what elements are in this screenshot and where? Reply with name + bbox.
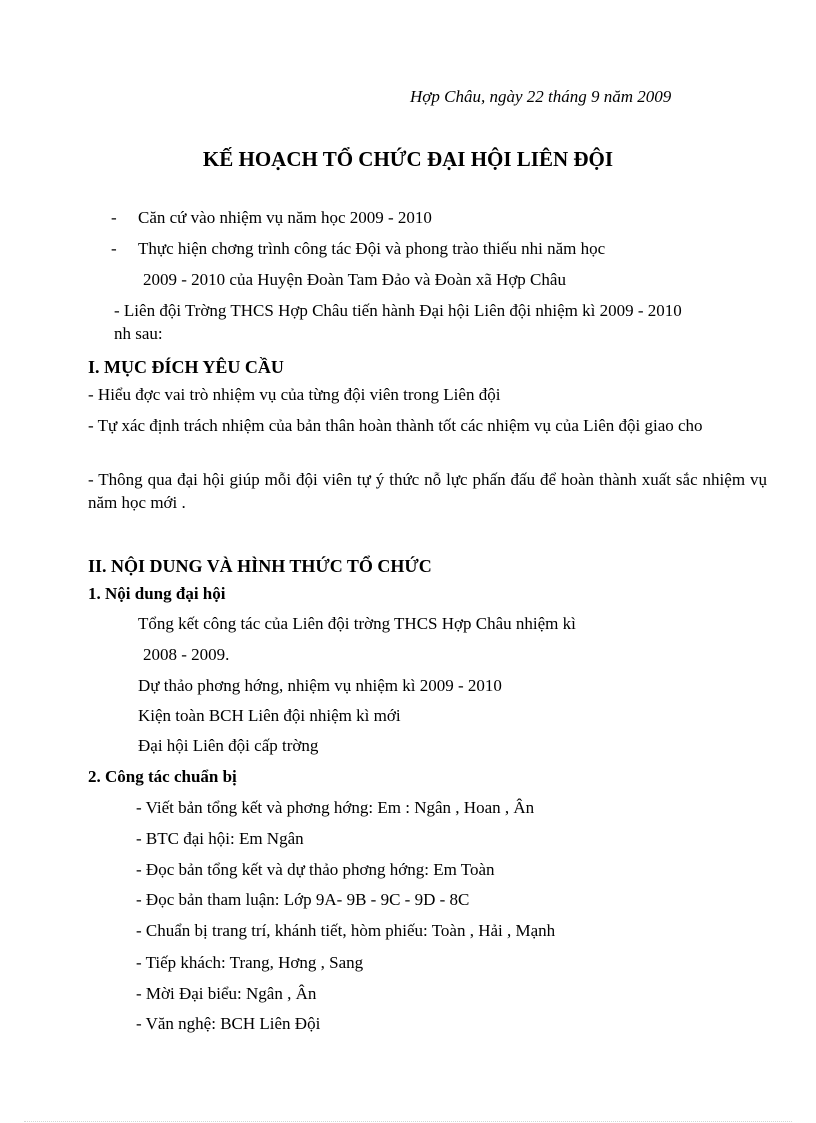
bullet-dash: -: [111, 208, 117, 227]
content-line-2: 2008 - 2009.: [143, 645, 230, 664]
preparation-item: - Đọc bản tổng kết và dự thảo phơng hớng: Em Toàn: [136, 860, 495, 879]
section-1-paragraph-1: - Hiểu đợc vai trò nhiệm vụ của từng đội viên trong Liên đội: [88, 385, 501, 404]
subsection-2-heading: 2. Công tác chuẩn bị: [88, 767, 237, 786]
content-line-1: Tổng kết công tác của Liên đội trờng THCS Hợp Châu nhiệm kì: [138, 614, 576, 633]
intro-item-1: Căn cứ vào nhiệm vụ năm học 2009 - 2010: [138, 208, 432, 227]
intro-item-2-line-1: Thực hiện chơng trình công tác Đội và phong trào thiếu nhi năm học: [138, 239, 606, 258]
preparation-item: - Đọc bản tham luận: Lớp 9A- 9B - 9C - 9D - 8C: [136, 890, 470, 909]
bullet-dash: -: [111, 239, 117, 258]
page-bottom-rule: [24, 1121, 792, 1122]
preparation-item: - BTC đại hội: Em Ngân: [136, 829, 304, 848]
section-1-heading: I. MỤC ĐÍCH YÊU CẦU: [88, 357, 284, 377]
subsection-1-heading: 1. Nội dung đại hội: [88, 584, 226, 603]
intro-item-3-line-1: - Liên đội Trờng THCS Hợp Châu tiến hành Đại hội Liên đội nhiệm kì 2009 - 2010: [114, 301, 682, 320]
content-line-4: Kiện toàn BCH Liên đội nhiệm kì mới: [138, 706, 401, 725]
section-2-heading: II. NỘI DUNG VÀ HÌNH THỨC TỔ CHỨC: [88, 556, 432, 576]
preparation-item: - Viết bản tổng kết và phơng hớng: Em : Ngân , Hoan , Ân: [136, 798, 535, 817]
content-line-5: Đại hội Liên đội cấp trờng: [138, 736, 319, 755]
section-1-paragraph-3: - Thông qua đại hội giúp mỗi đội viên tự ý thức nỗ lực phấn đấu để hoàn thành xuất sắc nhiệm vụ năm học mới .: [88, 470, 767, 512]
preparation-item: - Văn nghệ: BCH Liên Đội: [136, 1014, 321, 1033]
preparation-item: - Chuẩn bị trang trí, khánh tiết, hòm phiếu: Toàn , Hải , Mạnh: [136, 921, 556, 940]
intro-item-3-line-2: nh sau:: [114, 324, 163, 343]
section-1-paragraph-2: - Tự xác định trách nhiệm của bản thân hoàn thành tốt các nhiệm vụ của Liên đội giao cho: [88, 416, 703, 435]
content-line-3: Dự thảo phơng hớng, nhiệm vụ nhiệm kì 2009 - 2010: [138, 676, 502, 695]
document-title: KẾ HOẠCH TỔ CHỨC ĐẠI HỘI LIÊN ĐỘI: [202, 147, 614, 171]
preparation-item: - Tiếp khách: Trang, Hơng , Sang: [136, 953, 364, 972]
document-date: Hợp Châu, ngày 22 tháng 9 năm 2009: [410, 87, 672, 106]
preparation-item: - Mời Đại biểu: Ngân , Ân: [136, 984, 317, 1003]
intro-item-2-line-2: 2009 - 2010 của Huyện Đoàn Tam Đảo và Đoàn xã Hợp Châu: [143, 270, 566, 289]
